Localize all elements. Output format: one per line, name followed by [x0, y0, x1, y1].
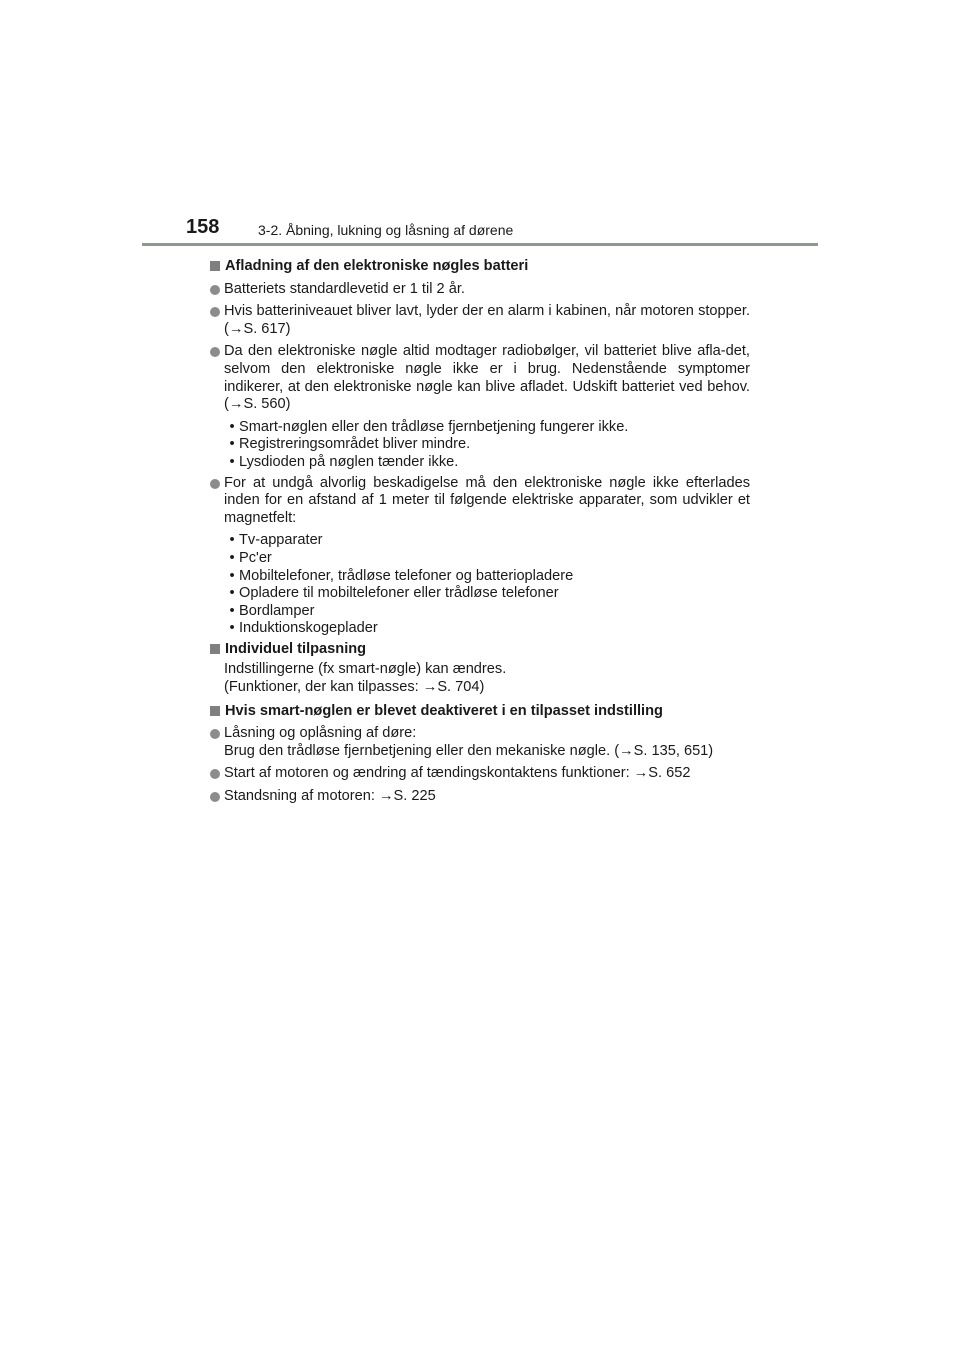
list-marker: • — [229, 602, 235, 619]
section-heading-text: Afladning af den elektroniske nøgles batteri — [225, 258, 529, 274]
list-item-text: Smart-nøglen eller den trådløse fjernbetjening fungerer ikke. — [239, 418, 629, 435]
list-item-text: Induktionskogeplader — [239, 620, 378, 637]
circle-bullet-icon — [210, 729, 220, 739]
list-marker: • — [229, 549, 235, 566]
list-item-text: Pc'er — [239, 549, 272, 566]
bullet-line: Låsning og oplåsning af døre: — [224, 725, 417, 742]
circle-bullet-icon — [210, 307, 220, 317]
list-marker: • — [229, 453, 235, 470]
page-number: 158 — [186, 216, 220, 238]
bullet-text: Hvis batteriniveauet bliver lavt, lyder der en alarm i kabinen, når motoren stopper. (→S. 617) — [224, 303, 750, 337]
list-item — [225, 532, 750, 550]
list-marker: • — [229, 620, 235, 637]
bullet-text: Start af motoren og ændring af tændingskontaktens funktioner: →S. 652 — [224, 765, 691, 782]
list-marker: • — [229, 567, 235, 584]
list-marker: • — [229, 418, 235, 435]
circle-bullet-icon — [210, 479, 220, 489]
bullet-item — [210, 475, 750, 528]
list-item — [225, 568, 750, 586]
bullet-item — [210, 281, 750, 299]
list-item — [225, 603, 750, 621]
section-heading-text: Hvis smart-nøglen er blevet deaktiveret i en tilpasset indstilling — [225, 702, 663, 719]
square-bullet-icon — [210, 706, 220, 716]
paragraph-line: Indstillingerne (fx smart-nøgle) kan ændres. — [224, 661, 507, 678]
square-bullet-icon — [210, 261, 220, 271]
section-heading-deactivated — [210, 703, 750, 721]
list-item-text: Mobiltelefoner, trådløse telefoner og batteriopladere — [239, 567, 574, 584]
bullet-line: Brug den trådløse fjernbetjening eller den mekaniske nøgle. (→S. 135, 651) — [224, 742, 714, 759]
paragraph-line: (Funktioner, der kan tilpasses: →S. 704) — [224, 679, 485, 696]
bullet-item — [210, 765, 750, 783]
bullet-item — [210, 725, 750, 760]
list-item — [225, 620, 750, 638]
list-item-text: Registreringsområdet bliver mindre. — [239, 436, 471, 453]
circle-bullet-icon — [210, 285, 220, 295]
list-marker: • — [229, 585, 235, 602]
circle-bullet-icon — [210, 347, 220, 357]
bullet-text: Standsning af motoren: →S. 225 — [224, 788, 436, 805]
chapter-title: 3-2. Åbning, lukning og låsning af dørene — [258, 222, 514, 238]
list-item-text: Tv-apparater — [239, 532, 323, 549]
list-marker: • — [229, 436, 235, 453]
section-heading-battery — [210, 258, 750, 276]
circle-bullet-icon — [210, 792, 220, 802]
bullet-item — [210, 303, 750, 338]
list-item-text: Lysdioden på nøglen tænder ikke. — [239, 453, 459, 470]
header-divider — [142, 243, 818, 246]
appliance-list — [225, 532, 750, 638]
custom-paragraph — [224, 661, 750, 696]
list-marker: • — [229, 532, 235, 549]
square-bullet-icon — [210, 644, 220, 654]
list-item — [225, 454, 750, 472]
list-item-text: Opladere til mobiltelefoner eller trådløse telefoner — [239, 585, 559, 602]
page-header — [0, 0, 960, 250]
circle-bullet-icon — [210, 769, 220, 779]
section-heading-text: Individuel tilpasning — [225, 640, 367, 657]
bullet-text — [224, 725, 750, 760]
list-item — [225, 419, 750, 437]
bullet-item — [210, 343, 750, 413]
bullet-text: Da den elektroniske nøgle altid modtager radiobølger, vil batteriet blive afla-det, selvom den elektroniske nøgle ikke er i brug. Nedenstående symptomer indikerer, at den elektroniske nøgle kan blive afladet. Udskift batteriet ved behov. (→S. 560) — [224, 343, 750, 413]
list-item — [225, 550, 750, 568]
page-content — [210, 255, 750, 806]
list-item-text: Bordlamper — [239, 602, 315, 619]
symptom-list — [225, 419, 750, 472]
section-heading-custom — [210, 641, 750, 659]
list-item — [225, 436, 750, 454]
bullet-text: Batteriets standardlevetid er 1 til 2 år. — [224, 280, 465, 297]
list-item — [225, 585, 750, 603]
bullet-item — [210, 788, 750, 806]
bullet-text: For at undgå alvorlig beskadigelse må den elektroniske nøgle ikke efterlades inden for en afstand af 1 meter til følgende elektriske apparater, som udvikler et magnetfelt: — [224, 474, 750, 526]
